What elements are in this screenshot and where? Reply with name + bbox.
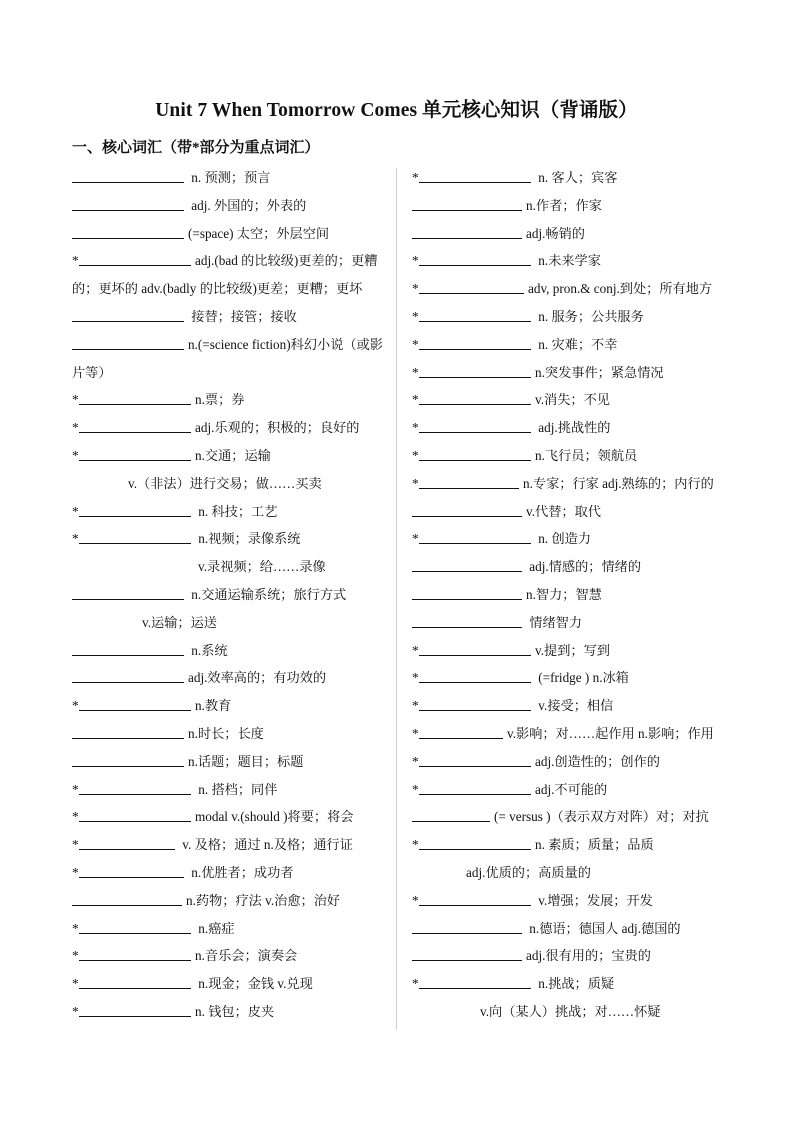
key-mark: * <box>412 753 419 769</box>
key-mark: * <box>412 725 419 741</box>
key-mark: * <box>72 920 79 936</box>
answer-blank[interactable] <box>72 335 184 350</box>
answer-blank[interactable] <box>72 585 184 600</box>
key-mark: * <box>412 336 419 352</box>
key-mark: * <box>72 1003 79 1019</box>
key-mark: * <box>72 447 79 463</box>
vocab-item: * n.突发事件；紧急情况 <box>412 359 730 387</box>
vocab-item: adj.很有用的；宝贵的 <box>412 942 730 970</box>
vocab-item: * (=fridge ) n.冰箱 <box>412 664 730 692</box>
vocab-item: n.系统 <box>72 637 390 665</box>
key-mark: * <box>412 670 419 686</box>
key-mark: * <box>412 642 419 658</box>
answer-blank[interactable] <box>412 502 522 517</box>
section-heading: 一、核心词汇（带*部分为重点词汇） <box>72 140 320 156</box>
vocab-item: * n. 科技；工艺 <box>72 498 390 526</box>
key-mark: * <box>412 892 419 908</box>
key-mark: * <box>412 447 419 463</box>
key-mark: * <box>72 392 79 408</box>
key-mark: * <box>412 170 419 185</box>
key-mark: * <box>412 531 419 547</box>
key-mark: * <box>72 809 79 825</box>
answer-blank[interactable] <box>72 307 184 322</box>
answer-blank[interactable] <box>72 752 184 767</box>
vocab-item: * adj.不可能的 <box>412 776 730 804</box>
page-title: Unit 7 When Tomorrow Comes 单元核心知识（背诵版） <box>155 100 638 121</box>
answer-blank[interactable] <box>79 251 191 266</box>
vocab-item: * n.优胜者；成功者 <box>72 859 390 887</box>
answer-blank[interactable] <box>79 418 191 433</box>
answer-blank[interactable] <box>419 474 519 489</box>
vocab-item: n.(=science fiction)科幻小说（或影片等） <box>72 336 383 380</box>
vocab-item: * adv, pron.& conj.到处；所有地方 <box>412 275 730 303</box>
answer-blank[interactable] <box>79 696 191 711</box>
answer-blank[interactable] <box>79 807 191 822</box>
answer-blank[interactable] <box>419 418 531 433</box>
answer-blank[interactable] <box>79 390 191 405</box>
answer-blank[interactable] <box>72 724 184 739</box>
vocab-item: * n.挑战；质疑 <box>412 970 730 998</box>
vocab-item: * v.增强；发展；开发 <box>412 887 730 915</box>
key-mark: * <box>412 781 419 797</box>
key-mark: * <box>72 698 79 714</box>
vocab-item: * n.现金；金钱 v.兑现 <box>72 970 390 998</box>
answer-blank[interactable] <box>72 196 184 211</box>
vocab-item: * n.未来学家 <box>412 247 730 275</box>
vocab-item: * n.视频；录像系统 <box>72 525 390 553</box>
vocab-item: * n.飞行员；领航员 <box>412 442 730 470</box>
vocab-item: * n.专家；行家 adj.熟练的；内行的 <box>412 470 730 498</box>
vocab-item: n.德语；德国人 adj.德国的 <box>412 915 730 943</box>
answer-blank[interactable] <box>419 251 531 266</box>
answer-blank[interactable] <box>412 585 522 600</box>
answer-blank[interactable] <box>79 919 191 934</box>
key-mark: * <box>72 781 79 797</box>
answer-blank[interactable] <box>79 446 191 461</box>
vocab-sub-item: adj.优质的；高质量的 <box>466 864 591 880</box>
answer-blank[interactable] <box>419 279 524 294</box>
key-mark: * <box>412 253 419 269</box>
key-mark: * <box>412 976 419 992</box>
answer-blank[interactable] <box>412 919 522 934</box>
left-column <box>72 164 390 1026</box>
answer-blank[interactable] <box>419 335 531 350</box>
vocab-item: (=space) 太空；外层空间 <box>72 220 390 248</box>
answer-blank[interactable] <box>79 1002 191 1017</box>
vocab-item: * v.接受；相信 <box>412 692 730 720</box>
key-mark: * <box>72 531 79 547</box>
key-mark: * <box>412 837 419 853</box>
answer-blank[interactable] <box>412 613 522 628</box>
vocab-item: * n. 客人；宾客 <box>412 164 730 192</box>
vocab-sub-item: v.录视频；给……录像 <box>198 559 326 575</box>
vocab-item: n.交通运输系统；旅行方式 <box>72 581 390 609</box>
vocab-item: * n.音乐会；演奏会 <box>72 942 390 970</box>
vocab-item: * n.教育 <box>72 692 390 720</box>
vocab-item: * v. 及格；通过 n.及格；通行证 <box>72 831 390 859</box>
vocab-item: * adj.乐观的；积极的；良好的 <box>72 414 390 442</box>
vocab-item: adj.畅销的 <box>412 220 730 248</box>
vocab-sub-item: v.向（某人）挑战；对……怀疑 <box>480 1003 661 1019</box>
answer-blank[interactable] <box>412 196 522 211</box>
answer-blank[interactable] <box>72 224 184 239</box>
vocab-item: * n. 创造力 <box>412 525 730 553</box>
answer-blank[interactable] <box>412 557 522 572</box>
answer-blank[interactable] <box>412 946 522 961</box>
key-mark: * <box>72 976 79 992</box>
answer-blank[interactable] <box>72 668 184 683</box>
key-mark: * <box>72 837 79 853</box>
vocab-item: * n. 素质；质量；品质 <box>412 831 730 859</box>
vocab-sub-item: v.运输；运送 <box>142 614 217 630</box>
key-mark: * <box>72 864 79 880</box>
vocab-item: * n.癌症 <box>72 915 390 943</box>
answer-blank[interactable] <box>72 168 184 183</box>
answer-blank[interactable] <box>79 502 191 517</box>
answer-blank[interactable] <box>419 780 531 795</box>
key-mark: * <box>72 253 79 269</box>
key-mark: * <box>72 420 79 436</box>
answer-blank[interactable] <box>412 224 522 239</box>
vocab-item: * n.票；券 <box>72 386 390 414</box>
vocab-item: * n. 搭档；同伴 <box>72 776 390 804</box>
answer-blank[interactable] <box>419 446 531 461</box>
key-mark: * <box>72 503 79 519</box>
answer-blank[interactable] <box>79 946 191 961</box>
vocab-item: n.作者；作家 <box>412 192 730 220</box>
vocab-item: 接替；接管；接收 <box>72 303 390 331</box>
key-mark: * <box>412 281 419 297</box>
vocab-item: * n. 钱包；皮夹 <box>72 998 390 1026</box>
answer-blank[interactable] <box>72 641 184 656</box>
answer-blank[interactable] <box>412 807 490 822</box>
answer-blank[interactable] <box>419 752 531 767</box>
vocab-item: (= versus )（表示双方对阵）对；对抗 <box>412 803 730 831</box>
answer-blank[interactable] <box>419 641 531 656</box>
vocab-item: * v.影响；对……起作用 n.影响；作用 <box>412 720 730 748</box>
answer-blank[interactable] <box>419 891 531 906</box>
vocab-item: v.代替；取代 <box>412 498 730 526</box>
answer-blank[interactable] <box>419 363 531 378</box>
vocab-item: n.话题；题目；标题 <box>72 748 390 776</box>
vocab-item: * n. 灾难；不幸 <box>412 331 730 359</box>
key-mark: * <box>412 364 419 380</box>
vocab-item: n.时长；长度 <box>72 720 390 748</box>
answer-blank[interactable] <box>419 307 531 322</box>
vocab-item: 情绪智力 <box>412 609 730 637</box>
vocab-item: adj.效率高的；有功效的 <box>72 664 390 692</box>
vocab-item: * modal v.(should )将要；将会 <box>72 803 390 831</box>
vocab-item: adj.情感的；情绪的 <box>412 553 730 581</box>
answer-blank[interactable] <box>419 168 531 183</box>
vocab-item: * adj.创造性的；创作的 <box>412 748 730 776</box>
vocab-item: n. 预测；预言 <box>72 164 390 192</box>
key-mark: * <box>412 698 419 714</box>
vocab-item: * v.消失；不见 <box>412 386 730 414</box>
answer-blank[interactable] <box>419 696 531 711</box>
answer-blank[interactable] <box>79 780 191 795</box>
key-mark: * <box>412 420 419 436</box>
answer-blank[interactable] <box>419 835 531 850</box>
key-mark: * <box>412 308 419 324</box>
column-divider <box>396 168 397 1030</box>
vocab-item: * n. 服务；公共服务 <box>412 303 730 331</box>
vocab-item: * adj.挑战性的 <box>412 414 730 442</box>
vocab-item: * adj.(bad 的比较级)更差的；更糟的；更坏的 adv.(badly 的比较级)更差；更糟；更坏 <box>72 247 390 303</box>
vocab-item: n.药物；疗法 v.治愈；治好 <box>72 887 390 915</box>
answer-blank[interactable] <box>419 668 531 683</box>
answer-blank[interactable] <box>79 863 184 878</box>
vocab-item: * n.交通；运输 <box>72 442 390 470</box>
answer-blank[interactable] <box>419 974 531 989</box>
key-mark: * <box>412 392 419 408</box>
vocab-item: adj. 外国的；外表的 <box>72 192 390 220</box>
vocab-item: n.智力；智慧 <box>412 581 730 609</box>
answer-blank[interactable] <box>419 724 503 739</box>
right-column <box>412 164 730 1026</box>
answer-blank[interactable] <box>79 974 191 989</box>
answer-blank[interactable] <box>79 835 175 850</box>
vocab-item: * v.提到；写到 <box>412 637 730 665</box>
key-mark: * <box>412 475 419 491</box>
key-mark: * <box>72 948 79 964</box>
answer-blank[interactable] <box>72 891 182 906</box>
answer-blank[interactable] <box>79 529 191 544</box>
vocab-sub-item: v.（非法）进行交易；做……买卖 <box>128 475 322 491</box>
answer-blank[interactable] <box>419 390 531 405</box>
answer-blank[interactable] <box>419 529 531 544</box>
